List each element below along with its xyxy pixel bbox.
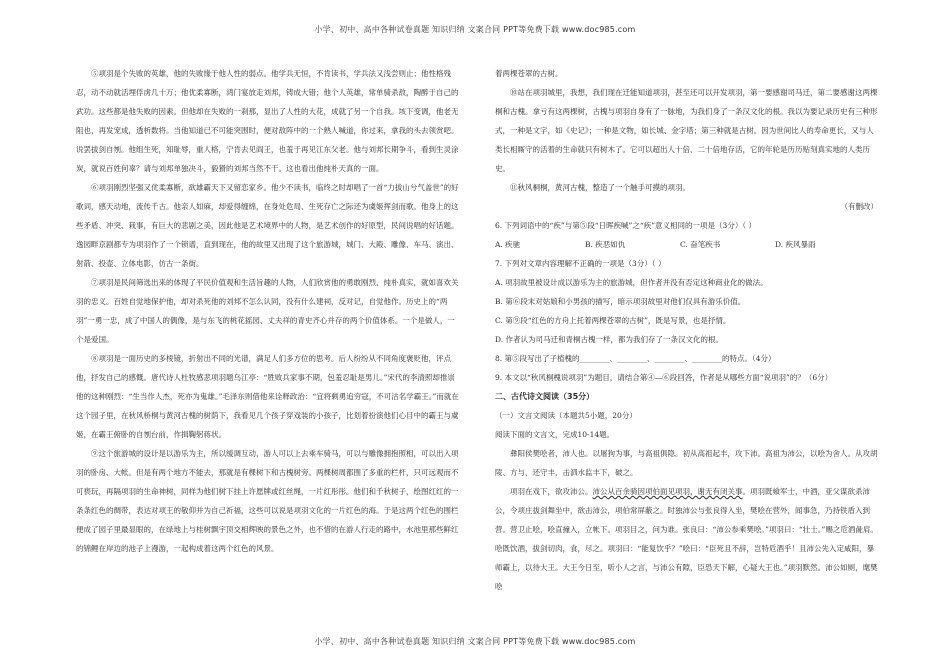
classical-p2-pre: 项羽在戏下，欲攻沛公。 bbox=[510, 487, 593, 496]
q7-option-a: A. 项羽故里被设计成以游乐为主的旅游城，但作者并没有否定这种商业化的做法。 bbox=[495, 278, 768, 287]
right-column bbox=[495, 64, 880, 596]
section-2-title: 二、古代诗文阅读（35分） bbox=[495, 392, 595, 401]
classical-paragraph-2 bbox=[495, 482, 880, 596]
q6-option-b: B. 疾恶如仇 bbox=[585, 240, 626, 249]
classical-paragraph-1: 彝阳侯樊哙者，沛人也。以屠狗为事，与高祖俱隐。初从高祖起丰，攻下沛。高祖为沛公，以哙为舍人。从攻胡陵、方与，还守丰，击泗水监丰下，破之。 bbox=[495, 449, 878, 477]
continued-line: 着两棵苍翠的古树。 bbox=[495, 69, 563, 78]
q6-option-d: D. 疾风暴雨 bbox=[775, 240, 816, 249]
question-8: 8. 第⑤段写出了子植槐的________、________、________、________的特点。（4分） bbox=[495, 354, 776, 363]
left-column bbox=[76, 64, 461, 558]
paragraph-6: ⑥项羽刚烈坚强又优柔寡断，欲雄霸天下又留恋家乡。他少不读书，临终之时却唱了一首“力拔山兮气盖世”的好歌词，感天动地，流传千古。他亲人如麻，却爱得缠绵，在身处危局、生死存亡之际还为虞姬挥剑而歌。他身上的这些矛盾、冲突、栽事，有巨大的悲剧之美，因此他是艺术境界中的人物，是艺术创作的好原型，民间说唱的好话题。逸园畔京剧都专为项羽作了一个锁谱，直到现在，他的故里又出现了这个旅游城，城门、大殿、雕像、车马、演出、射箭、投壶、立体电影，仿古一条街。 bbox=[76, 183, 459, 268]
paragraph-10: ⑩站在项羽城里，我想，我们现在迁能知道项羽，甚至还可以开发项羽，第一要感谢司马迁，第二要感谢这两棵桐和古槐。拿亏有这两棵树，古槐与项羽自身有了一脉地，为我们身了一条汉文化的根。我以为要记录历史有三种形式，一种是文字，如《史记》；一种是文物，如长城、金字塔；第三种就是古树。因为世间比人的寿命更长，又与人类长相厮守的活着的生命就只有树木了。它可以超出人十倍、二十倍地存活，它的年轮是历历贴刻真实地的人类历史。 bbox=[495, 88, 878, 173]
page-footer: 小学、初中、高中各种试卷真题 知识归纳 文案合同 PPT等免费下载 www.doc985.com bbox=[314, 637, 636, 646]
q7-option-d: D. 作者认为司马迁和青桐古槐一样，都为我们存了一条汉文化的根。 bbox=[495, 335, 724, 344]
paragraph-9: ⑨这个旅游城的设计是以游乐为主，所以缓调互动，游人可以上去乘车骑马，可以与雕像拥抱照相，可以出入项羽的卧房、大帐。但是有两个地方不能去，那就是有棵树下和古槐树旁。两棵树周都围了多重的栏杆，只可远观而不可亵玩，再隔项羽的生命神树，同样为他们树下挂上许愿牌或红丝绳，一片红彤彤。他们和千秋树子，绘图红红的一条条红色的绸带，表达对项王的敬仰并为自己祈福，这些可以说是项羽文化的一片红色的海。于是这两个红色的围栏便成了园子里最显眼的，在绿地上与桂树飘宇顶交相辉映的景色之外，也不惜的在游人行走的路中，水池里那些鲜红的锦鲤在岸边的池子上漫游，一起构成着这两个红色的风景。 bbox=[76, 449, 459, 553]
paragraph-11: ⑪秋风桐桐，黄河古槐，整造了一个触手可摸的项羽。 bbox=[510, 183, 690, 192]
paragraph-5: ⑤项羽是个失败的英雄，他的失败缘于他人性的弱点。他学兵无恒，不肯读书，学兵法又浅尝则止；他性格残忍，动不动就活埋俘虏几十万；他优柔寡断，鸿门宴放走刘邦，铸成大错；他个人英雄，常单骑杀敌，陶醉于自己的武功。这些都是他失败的因素。但他却在失败的一刹那，显出了人性的大花，成就了另一个自我。垓下变调，他老无阻也，再发宠成，透析数将。当他知道已不可能突围时，便对敌阵中的一个熟人喊道，你过来，拿我的头去领赏吧。说罢拔剑自刎。他组生死，知耻辱，重人格，宁肯去见阎王，也羞于再见江东父老。他与刘邦长期争斗，看到生灵涂炭，就说百姓何辜？请与刘邦单独决斗，毅猾的刘邦当然不干。这也看出他纯朴天真的一面。 bbox=[76, 69, 459, 173]
classical-p2-underlined: 沛公从百余骑因项伯面见项羽，谢无有闭关事 bbox=[592, 487, 743, 496]
subsection-1-title: （一）文言文阅读（本题共5小题，20分） bbox=[495, 411, 637, 420]
page-header: 小学、初中、高中各种试卷真题 知识归纳 文案合同 PPT等免费下载 www.doc985.com bbox=[314, 25, 636, 34]
q6-option-a: A. 疾驰 bbox=[495, 240, 521, 249]
paragraph-7: ⑦项羽是民间筛选出来的体现了平民价值观和生活旨趣的人物，人们欣赏他的勇敢刚烈、纯朴真实，就如喜欢关羽的忠义。百姓自觉地保护他，却对杀死他的刘邦不怎么认同，没有什么建祠，反对记，自觉他作。历史上的“两羽”一勇一忠，成了中国人的偶像，是与东飞的桃花摇园、丈夫祥的青史齐心并存的两个价值体系。一个是做人，一个是爱国。 bbox=[76, 278, 459, 344]
q7-option-c: C. 第⑨段“红色的方舟上托着两棵苍翠的古树”，既是写景，也是抒情。 bbox=[495, 316, 731, 325]
question-7: 7. 下列对文章内容理解不正确的一项是（3分）（ ） bbox=[495, 259, 666, 268]
source-note: （有删改） bbox=[840, 202, 878, 211]
classical-p2-post: 。项羽既飨军士，中酒，亚父谋欲杀沛公，令项庄拔剑舞坐中，欲击沛公，项伯常屏蔽之。时独沛公与张良得入坐，樊哙在营外，闻事急，乃持铁盾入到营。营卫止哙，哙直撞入，立帐下。项羽目之，问为谁。张良曰：“沛公参乘樊哙。”项羽曰：“壮士。”赐之卮酒彘肩。哙既饮酒，拔剑切肉，食，尽之。项羽曰：“能复饮乎？”哙曰：“臣死且不辞，岂特卮酒乎！且沛公先入定咸阳，暴师霸上，以待大王。大王今日至，听小人之言，与沛公有隙，臣恐天下解，心疑大王也。”项羽默然。沛公如厕，麾樊哙 bbox=[495, 487, 878, 591]
question-6: 6. 下列词语中的“疾”与第⑤段“日晖疾喊”之“疾”意义相同的一项是（3分）（ ） bbox=[495, 221, 756, 230]
q6-option-c: C. 奋笔疾书 bbox=[680, 240, 721, 249]
paragraph-8: ⑧项羽是一面历史的多棱镜，折射出不同的光谱，满足人们多方位的思考。后人纷纷从不同角度褒贬他，评点他，抒发自己的感慨。唐代诗人杜牧感悲项羽题乌江亭：“胜败兵家事不期，包羞忍耻是男儿。”宋代的李清照却推崇他的这种刚烈：“生当作人杰，死亦为鬼雄。”毛泽东则借他来诠释政治：“宜将剩勇追穷寇，不可沽名学霸王。”而就在这个园子里，在秋风桥桐与黄河古槐的树荫下，我看见几个孩子穿戏装的小孩子，比划着扮演他们心目中的霸王与虞姬，在霸王俯卧的自刎台前，作揖鞠躬蒋状。 bbox=[76, 354, 459, 439]
question-6-options bbox=[495, 235, 880, 254]
q7-option-b: B. 第⑥段末对姑娘和小男孩的描写，暗示项羽故里对他们仅具有游乐价值。 bbox=[495, 297, 746, 306]
question-9: 9. 本文以“秋风桐槐说项羽”为题目，请结合第④—⑥段回答，作者是从哪些方面“说项羽”的？（6分） bbox=[495, 373, 833, 382]
subsection-1-instruction: 阅读下面的文言文，完成10-14题。 bbox=[495, 430, 615, 439]
